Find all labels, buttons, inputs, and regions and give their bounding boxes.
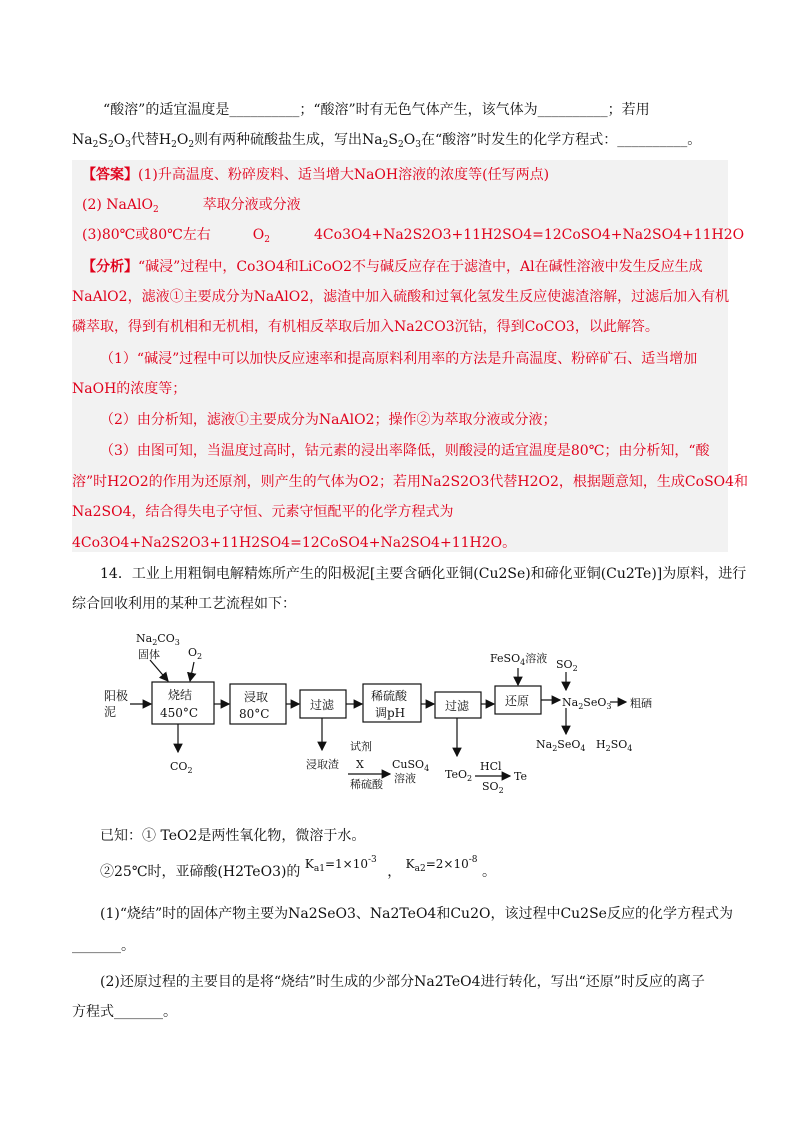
box-acid-label: 稀硫酸: [371, 689, 408, 703]
product-label: 粗硒: [630, 697, 652, 710]
feso4-label: FeSO$_4$溶液: [490, 652, 548, 667]
answer-line-3: (3)80℃或80℃左右 $O_2$ 4Co3O4+Na2S2O3+11H2SO4=12CoSO4+Na2SO4+11H2O: [82, 227, 745, 245]
cuso4-solution-label: 溶液: [394, 772, 416, 785]
analysis-line-7: （3）由图可知，当温度过高时，钴元素的浸出率降低，则酸浸的适宜温度是80℃；由分析知，“酸: [100, 443, 710, 459]
h2so4-label: $H_2SO_4$: [596, 738, 633, 753]
q14-intro-line-1: 14．工业上用粗铜电解精炼所产生的阳极泥[主要含硒化亚铜(Cu2Se)和碲化亚铜(Cu2Te)]为原料，进行: [100, 566, 747, 582]
box-reduce-label: 还原: [505, 694, 530, 708]
analysis-line-4: （1）“碱浸”过程中可以加快反应速率和提高原料利用率的方法是升高温度、粉碎矿石、适当增加: [100, 351, 698, 367]
ka1-expression: $K_{a1}=1\times 10^{-3}$: [304, 855, 377, 874]
process-flow-diagram: [90, 622, 710, 802]
reagent-x-label: X: [356, 758, 364, 771]
answer-line-2: (2) NaAlO$_2$ 萃取分液或分液: [82, 197, 301, 215]
so2-bottom-label: $SO_2$: [482, 780, 504, 795]
hcl-label: HCl: [480, 760, 502, 773]
box-sinter-label: 烧结: [168, 688, 193, 702]
answer-tag: 【答案】: [82, 167, 138, 183]
te-label: Te: [514, 770, 527, 783]
cuso4-label: CuSO$_4$: [392, 758, 430, 773]
analysis-line-1: 【分析】“碱浸”过程中，Co3O4和LiCoO2不与碱反应存在于滤渣中，Al在碱性溶液中发生反应生成: [82, 259, 703, 275]
acid-label: 稀硫酸: [350, 778, 383, 791]
q13-line-2: $Na_2S_2O_3$代替$H_2O_2$则有两种硫酸盐生成，写出$Na_2S_2O_3$在“酸溶”时发生的化学方程式：__________。: [72, 132, 702, 150]
q14-part2-line-1: (2)还原过程的主要目的是将“烧结”时生成的少部分Na2TeO4进行转化，写出“还原”时反应的离子: [100, 974, 705, 990]
analysis-tag: 【分析】: [82, 259, 138, 275]
analysis-line-3: 磷萃取，得到有机相和无机相，有机相反萃取后加入Na2CO3沉钴，得到CoCO3，以此解答。: [72, 319, 659, 335]
na2seo4-label: $Na_2SeO_4$: [536, 738, 586, 753]
answer-line-1: 【答案】(1)升高温度、粉碎废料、适当增大NaOH溶液的浓度等(任写两点): [82, 167, 550, 183]
analysis-line-2: NaAlO2，滤液①主要成分为NaAlO2，滤渣中加入硫酸和过氧化氢发生反应使滤渣溶解，过滤后加入有机: [72, 289, 730, 305]
analysis-line-10: 4Co3O4+Na2S2O3+11H2SO4=12CoSO4+Na2SO4+11H2O。: [72, 535, 517, 551]
box-leach-temp: 80°C: [239, 707, 270, 721]
input-solid: 固体: [138, 648, 160, 661]
analysis-line-5: NaOH的浓度等；: [72, 381, 187, 397]
so2-top-label: $SO_2$: [556, 658, 578, 673]
input-na2co3: $Na_2CO_3$: [136, 632, 180, 647]
input-o2: $O_2$: [188, 646, 203, 661]
analysis-line-9: Na2SO4，结合得失电子守恒、元素守恒配平的化学方程式为: [72, 504, 454, 520]
box-leach-label: 浸取: [244, 690, 269, 704]
na2seo3-label: $Na_2SeO_3$: [562, 696, 612, 711]
box-sinter-temp: 450°C: [160, 706, 199, 720]
teo2-label: TeO$_2$: [445, 768, 473, 783]
known-line-2: ②25℃时，亚碲酸(H2TeO3)的 $K_{a1}=1\times 10^{-3}$ ， $K_{a2}=2\times 10^{-8}$ 。: [100, 855, 496, 880]
residue-label: 浸取渣: [306, 758, 339, 771]
q13-line-1: “酸溶”的适宜温度是__________；“酸溶”时有无色气体产生，该气体为__________；若用: [103, 102, 650, 118]
q14-part2-line-2: 方程式_______。: [72, 1004, 177, 1020]
co2-label: $CO_2$: [170, 760, 193, 775]
answer-equation: 4Co3O4+Na2S2O3+11H2SO4=12CoSO4+Na2SO4+11H2O: [314, 227, 745, 243]
reagent-label: 试剂: [350, 740, 372, 753]
box-filter-2-label: 过滤: [445, 699, 470, 713]
feed-label-2: 泥: [104, 705, 117, 719]
feed-label: 阳极: [104, 689, 129, 703]
analysis-line-8: 溶”时H2O2的作用为还原剂，则产生的气体为O2；若用Na2S2O3代替H2O2，根据题意知，生成CoSO4和: [72, 474, 749, 490]
q14-intro-line-2: 综合回收利用的某种工艺流程如下：: [72, 596, 296, 612]
box-ph-label: 调pH: [375, 706, 406, 720]
ka2-expression: $K_{a2}=2\times 10^{-8}$: [405, 855, 478, 874]
q14-part1-line-2: _______。: [72, 938, 135, 954]
q14-part1-line-1: (1)“烧结”时的固体产物主要为Na2SeO3、Na2TeO4和Cu2O，该过程中Cu2Se反应的化学方程式为: [100, 906, 733, 922]
box-filter-1-label: 过滤: [310, 698, 335, 712]
known-line-1: 已知：① TeO2是两性氧化物，微溶于水。: [100, 828, 366, 844]
analysis-line-6: （2）由分析知，滤液①主要成分为NaAlO2；操作②为萃取分液或分液；: [100, 412, 557, 428]
